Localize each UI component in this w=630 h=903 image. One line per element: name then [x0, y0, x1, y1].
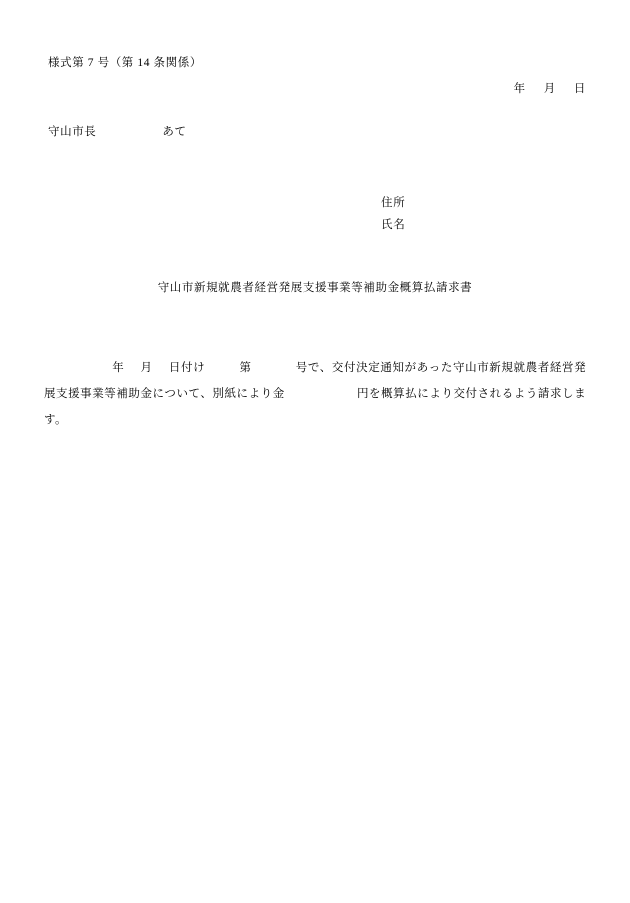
body-number-prefix: 第 — [239, 362, 252, 374]
date-day: 日 — [573, 83, 586, 95]
document-title: 守山市新規就農者経営発展支援事業等補助金概算払請求書 — [157, 282, 473, 294]
body-year: 年 — [112, 362, 125, 374]
date-month: 月 — [543, 83, 556, 95]
applicant-block — [381, 192, 406, 236]
addressee-name: 守山市長 — [48, 126, 97, 138]
body-part2-prefix: 援事業等補助金について、別紙により金 — [68, 388, 285, 400]
applicant-address-label: 住所 — [381, 197, 406, 209]
applicant-name-label: 氏名 — [381, 219, 406, 231]
date-year: 年 — [513, 83, 526, 95]
form-number: 様式第 7 号（第 14 条関係） — [48, 57, 202, 69]
body-month: 月 — [140, 362, 153, 374]
body-text — [44, 355, 586, 433]
body-number-suffix: 号で、交付決定通知があった守山市新規就農者経営発展支 — [44, 362, 587, 400]
addressee — [48, 123, 187, 139]
body-part2-suffix: 円を概算払により交付されるよう請求します。 — [44, 388, 586, 426]
addressee-suffix: あて — [162, 126, 187, 138]
date-line — [514, 80, 586, 96]
body-day: 日付け — [168, 362, 206, 374]
